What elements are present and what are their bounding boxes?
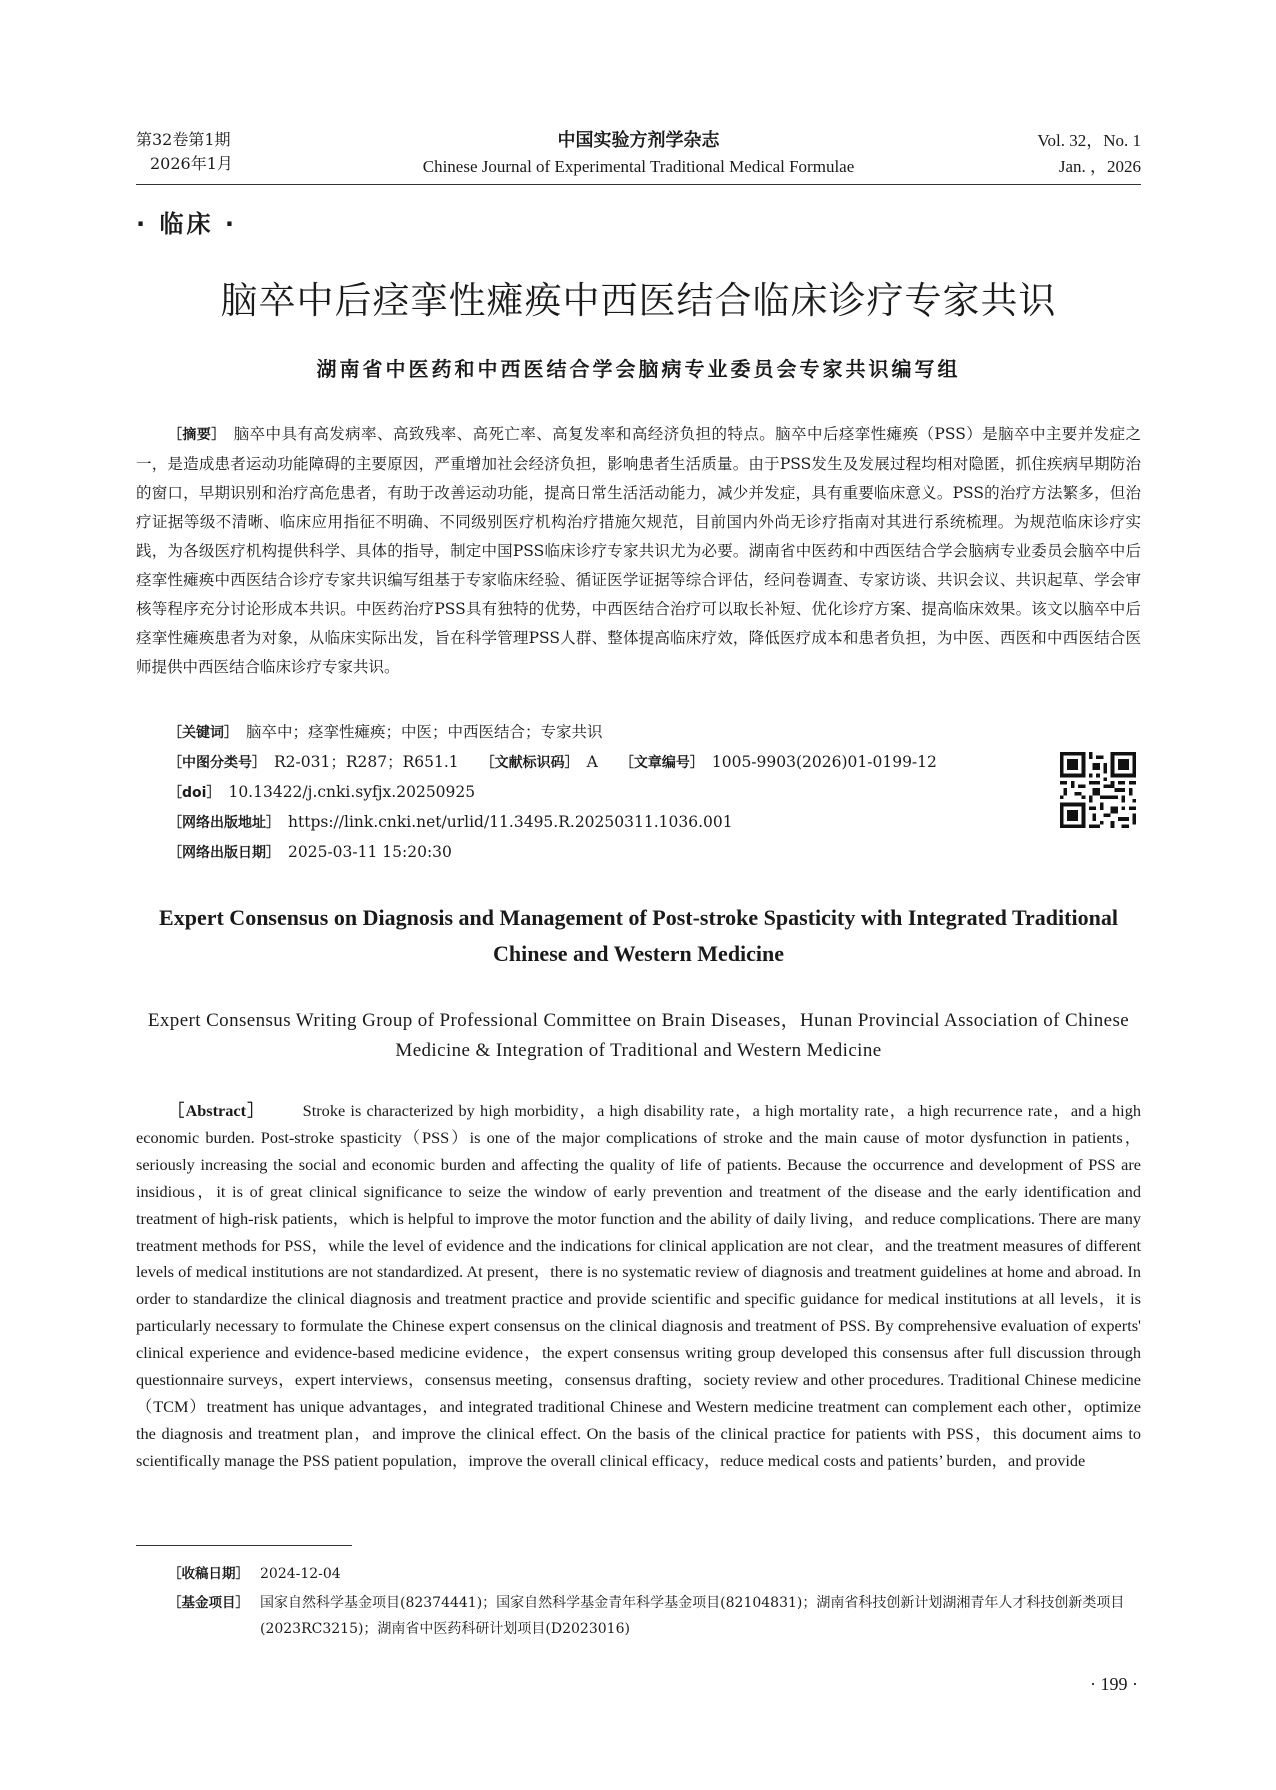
date-cn: 2026年1月	[150, 154, 233, 173]
footnote-divider	[136, 1545, 352, 1546]
article-title-cn: 脑卒中后痉挛性瘫痪中西医结合临床诊疗专家共识	[220, 279, 1057, 322]
keywords-line	[168, 718, 1068, 748]
clc-label: ［中图分类号］	[168, 755, 266, 771]
volume-issue-cn: 第32卷第1期	[136, 130, 231, 149]
abstract-en-text: Stroke is characterized by high morbidity，a high disability rate，a high mortality rate，a high recurrence rate，and a high economic burden. Post-stroke spasticity（PSS）is one of the major complications of stroke and the main cause of motor dysfunction in patients，seriously increasing the social and economic burden and affecting the quality of life of patients. Because the occurrence and development of PSS are insidious，it is of great clinical significance to seize the window of early prevention and treatment of the disease and the early identification and treatment of high-risk patients，which is helpful to improve the motor function and the ability of daily living，and reduce complications. There are many treatment methods for PSS，while the level of evidence and the indications for clinical application are not clear，and the treatment measures of different levels of medical institutions are not standardized. At present，there is no systematic review of diagnosis and treatment guidelines at home and abroad. In order to standardize the clinical diagnosis and treatment practice and provide scientific and specific guidance for medical institutions at all levels，it is particularly necessary to formulate the Chinese expert consensus on the clinical diagnosis and treatment of PSS. By comprehensive evaluation of experts' clinical experience and evidence-based medicine evidence，the expert consensus writing group developed this consensus after full discussion through questionnaire surveys，expert interviews，consensus meeting，consensus drafting，society review and other procedures. Traditional Chinese medicine（TCM）treatment has unique advantages，and integrated traditional Chinese and Western medicine treatment can complement each other，optimize the diagnosis and treatment plan，and improve the clinical effect. On the basis of the clinical practice for patients with PSS，this document aims to scientifically manage the PSS patient population，improve the overall clinical efficacy，reduce medical costs and patients’ burden，and provide	[136, 1101, 1141, 1470]
article-number-value: 1005-9903(2026)01-0199-12	[711, 753, 937, 771]
qr-code-icon[interactable]	[1060, 752, 1136, 828]
online-url-value[interactable]: https://link.cnki.net/urlid/11.3495.R.20250311.1036.001	[288, 813, 733, 831]
keywords-label: ［关键词］	[168, 725, 238, 741]
fund-label: ［基金项目］	[168, 1595, 249, 1611]
clc-value: R2-031；R287；R651.1	[274, 753, 459, 771]
volume-issue-en: Vol. 32，No. 1	[1037, 131, 1141, 150]
online-url-label: ［网络出版地址］	[168, 815, 280, 831]
doi-line	[168, 778, 1068, 808]
header-center	[136, 128, 1141, 180]
online-date-value: 2025-03-11 15:20:30	[288, 843, 452, 861]
abstract-cn	[136, 420, 1141, 682]
online-date-line	[168, 838, 1068, 868]
authors-en: Expert Consensus Writing Group of Professional Committee on Brain Diseases，Hunan Provincial Association of Chinese Medicine & Integration of Traditional and Western Medicine	[147, 1010, 1130, 1061]
date-en: Jan. ，2026	[1058, 157, 1141, 176]
authors-cn: 湖南省中医药和中西医结合学会脑病专业委员会专家共识编写组	[316, 357, 961, 381]
running-header	[136, 128, 1141, 182]
doc-code-value: A	[586, 753, 598, 771]
header-right	[1037, 128, 1141, 180]
received-value: 2024-12-04	[260, 1566, 341, 1582]
abstract-cn-label: ［摘要］	[168, 427, 226, 443]
keywords-text: 脑卒中；痉挛性瘫痪；中医；中西医结合；专家共识	[246, 723, 603, 741]
doi-label: ［doi］	[168, 785, 221, 801]
section-label: · 临床 ·	[136, 210, 237, 238]
fund-value: 国家自然科学基金项目(82374441)；国家自然科学基金青年科学基金项目(82104831)；湖南省科技创新计划湖湘青年人才科技创新类项目(2023RC3215)；湖南省中医药科研计划项目(D2023016)	[260, 1595, 1125, 1637]
online-date-label: ［网络出版日期］	[168, 845, 280, 861]
abstract-en-label: ［Abstract］	[168, 1101, 265, 1120]
page-number: · 199 ·	[1090, 1674, 1138, 1694]
header-divider	[136, 184, 1141, 185]
article-number-label: ［文章编号］	[619, 755, 704, 771]
abstract-cn-text: 脑卒中具有高发病率、高致残率、高死亡率、高复发率和高经济负担的特点。脑卒中后痉挛性瘫痪（PSS）是脑卒中主要并发症之一，是造成患者运动功能障碍的主要原因，严重增加社会经济负担，影响患者生活质量。由于PSS发生及发展过程均相对隐匿，抓住疾病早期防治的窗口，早期识别和治疗高危患者，有助于改善运动功能，提高日常生活活动能力，减少并发症，具有重要临床意义。PSS的治疗方法繁多，但治疗证据等级不清晰、临床应用指征不明确、不同级别医疗机构治疗措施欠规范，目前国内外尚无诊疗指南对其进行系统梳理。为规范临床诊疗实践，为各级医疗机构提供科学、具体的指导，制定中国PSS临床诊疗专家共识尤为必要。湖南省中医药和中西医结合学会脑病专业委员会脑卒中后痉挛性瘫痪中西医结合诊疗专家共识编写组基于专家临床经验、循证医学证据等综合评估，经问卷调查、专家访谈、共识会议、共识起草、学会审核等程序充分讨论形成本共识。中医药治疗PSS具有独特的优势，中西医结合治疗可以取长补短、优化诊疗方案、提高临床效果。该文以脑卒中后痉挛性瘫痪患者为对象，从临床实际出发，旨在科学管理PSS人群、整体提高临床疗效，降低医疗成本和患者负担，为中医、西医和中西医结合医师提供中西医结合临床诊疗专家共识。	[136, 425, 1141, 676]
doi-value[interactable]: 10.13422/j.cnki.syfjx.20250925	[228, 783, 476, 801]
abstract-en	[136, 1098, 1141, 1475]
doc-code-label: ［文献标识码］	[480, 755, 579, 771]
online-url-line	[168, 808, 1068, 838]
journal-name-en: Chinese Journal of Experimental Traditional Medical Formulae	[422, 157, 855, 176]
article-title-en: Expert Consensus on Diagnosis and Management of Post-stroke Spasticity with Integrated Traditional Chinese and Western Medicine	[159, 905, 1118, 966]
journal-name-cn: 中国实验方剂学杂志	[557, 130, 720, 151]
classification-line	[168, 748, 1068, 778]
fund-footnote	[168, 1590, 1138, 1642]
received-label: ［收稿日期］	[168, 1566, 249, 1582]
received-date-footnote	[168, 1561, 1138, 1587]
